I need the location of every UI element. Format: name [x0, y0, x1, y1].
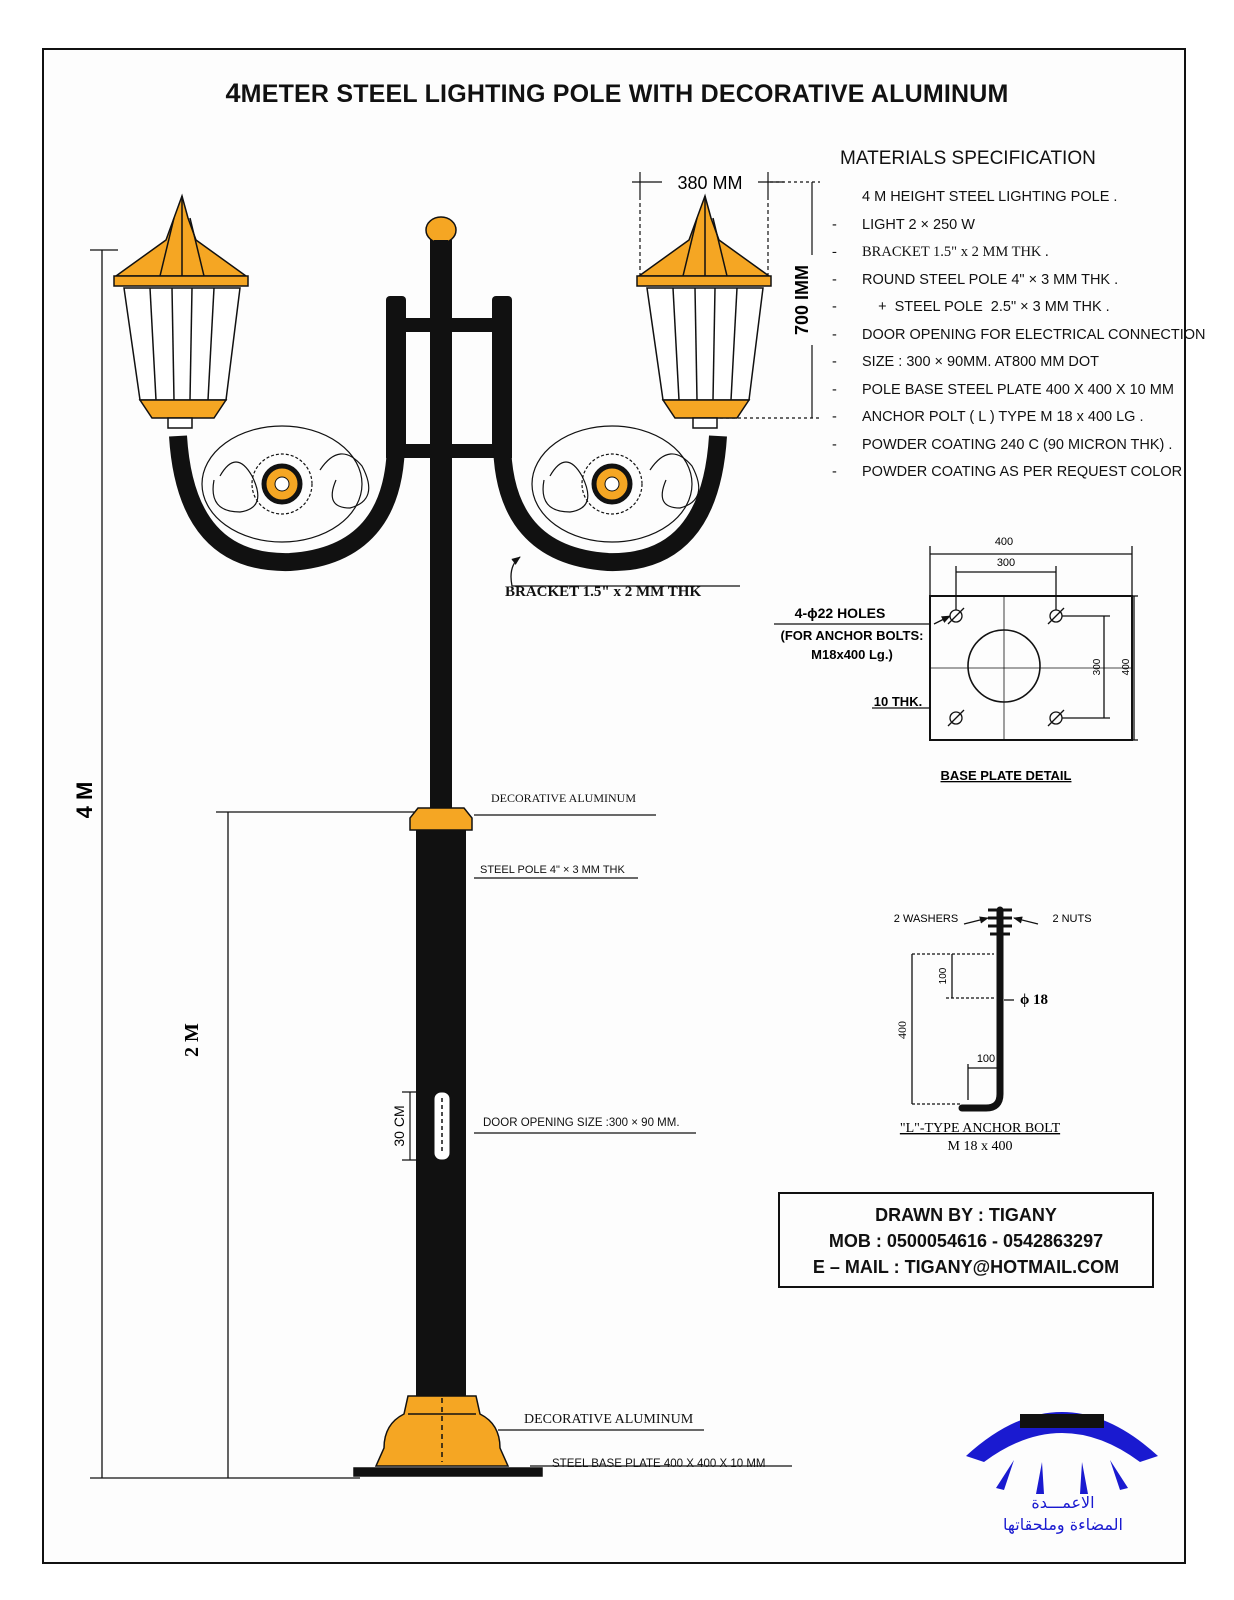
- plate-dim-inner: 300: [996, 557, 1016, 569]
- nuts-label: 2 NUTS: [1052, 913, 1092, 925]
- spec-heading: MATERIALS SPECIFICATION: [840, 148, 1096, 169]
- right-scroll-ornament: [532, 426, 699, 542]
- logo-line-1: الاعمـــدة: [1031, 1493, 1095, 1512]
- spec-item: - SIZE : 300 × 90MM. AT800 MM DOT: [832, 354, 1100, 370]
- spec-item: - + STEEL POLE 2.5" × 3 MM THK .: [832, 299, 1110, 315]
- spec-item: - BRACKET 1.5" x 2 MM THK .: [832, 244, 1049, 260]
- drawing-title: 4METER STEEL LIGHTING POLE WITH DECORATIVE ALUMINUM: [225, 78, 1009, 108]
- base-plate-detail: [774, 546, 1138, 740]
- bolt-dim-foot: 100: [976, 1053, 996, 1065]
- spec-item: - ROUND STEEL POLE 4" × 3 MM THK .: [832, 271, 1119, 288]
- plate-dim-side-inner: 300: [1092, 658, 1103, 676]
- lamp-height-label: 700 IMM: [792, 264, 812, 336]
- anchor-bolt-caption: "L"-TYPE ANCHOR BOLT: [899, 1121, 1061, 1136]
- lower-height-label: 2 M: [181, 1023, 203, 1057]
- lower-height-dimension: [216, 812, 416, 1478]
- door-height-label: 30 CM: [391, 1105, 407, 1147]
- bolt-diameter: ϕ 18: [1019, 992, 1049, 1008]
- plate-dim-side-outer: 400: [1121, 658, 1132, 676]
- spec-item: - LIGHT 2 × 250 W: [832, 216, 975, 233]
- spec-item: - POWDER COATING 240 C (90 MICRON THK) .: [832, 436, 1173, 453]
- drawn-by-box: [778, 1192, 1154, 1288]
- deco-top-callout: DECORATIVE ALUMINUM: [491, 791, 636, 805]
- drawn-by-name: DRAWN BY : TIGANY: [875, 1205, 1057, 1225]
- base-plate-callout: STEEL BASE PLATE 400 X 400 X 10 MM: [552, 1458, 766, 1470]
- callout-lines: [474, 557, 792, 1466]
- lamp-width-label: 380 MM: [677, 173, 743, 193]
- spec-item: - POLE BASE STEEL PLATE 400 X 400 X 10 MM: [832, 381, 1174, 398]
- base-plate-caption: BASE PLATE DETAIL: [940, 768, 1072, 783]
- plate-thickness: 10 THK.: [873, 694, 923, 709]
- plate-holes-label: 4-ϕ22 HOLES: [794, 605, 886, 621]
- anchor-bolt-detail: [912, 910, 1038, 1108]
- right-lantern: [637, 196, 771, 428]
- spec-item: 4 M HEIGHT STEEL LIGHTING POLE .: [862, 189, 1118, 205]
- washers-label: 2 WASHERS: [893, 913, 959, 925]
- bolt-dim-top: 100: [938, 967, 949, 985]
- finial-ball: [426, 217, 456, 243]
- total-height-dimension: [90, 250, 360, 1478]
- spec-item: - POWDER COATING AS PER REQUEST COLOR: [832, 464, 1183, 480]
- plate-dim-outer: 400: [994, 536, 1014, 548]
- spec-item: - DOOR OPENING FOR ELECTRICAL CONNECTION: [832, 326, 1206, 343]
- plate-holes-bolt: M18x400 Lg.): [811, 647, 893, 662]
- bolt-dim-total: 400: [895, 1021, 909, 1039]
- plate-holes-note: (FOR ANCHOR BOLTS:: [780, 628, 924, 643]
- door-callout: DOOR OPENING SIZE :300 × 90 MM.: [483, 1117, 680, 1129]
- left-scroll-ornament: [202, 426, 369, 542]
- company-logo-graphic: [966, 1412, 1158, 1494]
- drawn-by-mobile: MOB : 0500054616 - 0542863297: [828, 1231, 1104, 1251]
- deco-base-callout: DECORATIVE ALUMINUM: [524, 1412, 694, 1427]
- company-logo-text: [968, 1492, 1158, 1536]
- spec-item: - ANCHOR POLT ( L ) TYPE M 18 x 400 LG .: [832, 409, 1144, 425]
- decorative-collar: [410, 808, 472, 830]
- steel-pole-callout: STEEL POLE 4" × 3 MM THK: [480, 864, 625, 876]
- anchor-bolt-size: M 18 x 400: [947, 1139, 1013, 1154]
- total-height-label: 4 M: [72, 781, 97, 819]
- logo-line-2: المضاءة وملحقاتها: [1003, 1515, 1123, 1534]
- left-lantern: [114, 196, 248, 428]
- decorative-base: [354, 1396, 542, 1476]
- drawn-by-email: E – MAIL : TIGANY@HOTMAIL.COM: [812, 1257, 1120, 1277]
- bracket-callout: BRACKET 1.5" x 2 MM THK: [505, 584, 702, 600]
